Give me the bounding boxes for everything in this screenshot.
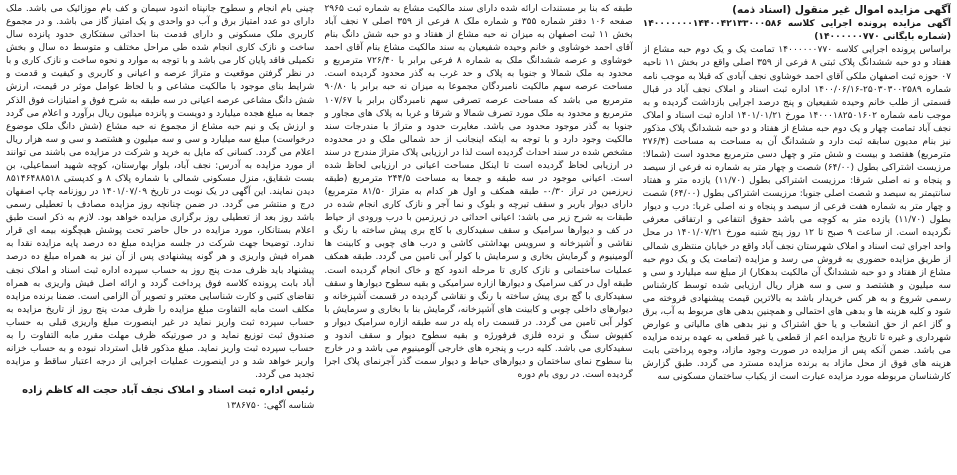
- notice-column-3: [6, 3, 314, 472]
- notice-title: آگهی مزایده اموال غیر منقول (اسناد ذمه): [732, 4, 951, 16]
- notice-body-2: طبقه که بنا بر مستندات ارائه شده دارای سند مالکیت مشاع به شماره ثبت ۲۹۶۵ صفحه ۱۰۶ دفتر شماره ۳۵۵ و شماره ملک ۸ فرعی از ۳۵۹ اصلی ۷ نجف آباد بخش ۱۱ ثبت اصفهان به میزان نه حبه مشاع از هفتاد و دو حبه شش دانگ بنام آقای احمد خوشاوی و خانم وحیده شفیعیان به سند مالکیت مشاع بنام آقای احمد خوشاوی و عرصه ششدانگ ملک به شماره ۸ فرعی برابر با ۷۲۶/۴۰ مترمربع و محدود به ملک شمالا و جنوبا به پلاک و حد غرب به گذر محدود گردیده است. مساحت عرصه سهم مالکیت نامبردگان مجموعا به میزان نه حبه برابر با ۹۰/۸۰ مترمربع می باشد که مساحت عرصه تصرفی سهم نامبردگان برابر با ۱۰۷/۶۷ مترمربع و محدود به ملک مورد تصرف شمالا و شرقا و غربا به پلاک های مجاور و جنوبا به گذر موجود محدود می باشد. مغایرت حدود و متراژ با مندرجات سند مالکیت وجود دارد و با توجه به اینکه اینجانب از حد شمالی ملک و در محدوده مشخص شده در سند احداث گردیده است لذا در ارزیابی پلاک متراژ مندرج در سند در ارزیابی لحاظ گردیده است تا اینکل مساحت اعیانی در ارزیابی لحاظ شده است. اعیانی موجود در سه طبقه و جمعا به مساحت ۲۴۴/۵ مترمربع (طبقه زیرزمین در تراز ۰/۳۰- طبقه همکف و اول هر کدام به متراژ ۸۱/۵۰ مترمربع) دارای دیوار باربر و سقف تیرچه و بلوک و نما آجر و نازک کاری انجام شده در طبقات به شرح زیر می باشد: اعیانی احداثی در زیرزمین با درب ورودی از حیاط در کف و دیوارها سرامیک و سقف سفیدکاری با کاچ بری پیش ساخته با رنگ و نقاشی و آشپزخانه و سرویس بهداشتی کاشی و درب های چوبی و کابینت ها آلومینیوم و گرمایش بخاری و سرمایش با کولر آبی تامین می گردد. طبقه همکف عملیات ساختمانی و نازک کاری تا مرحله اندود کچ و خاک انجام گردیده است. طبقه اول در کف سرامیک و دیوارها ازاره سرامیکی و بقیه سطوح دیوارها و سقف سفیدکاری با گچ بری پیش ساخته با رنگ و نقاشی گردیده در قسمت آشپزخانه و دیوارهای داخلی چوبی و کابینت های آشپزخانه، گرمایش بنا با بخاری و سرمایش با کولر آبی تامین می گردد. در قسمت راه پله در سه طبقه ازاره سرامیک دیوار و کفپوش سنگ و نرده فلزی فرفورژه و بقیه سطوح دیوار و سقف اندود و سفیدکاری می باشد. کلیه درب و پنجره های خارجی آلومینیوم می باشد و در خارج بنا سطوح نمای ساختمان و دیوارهای حیاط و دیوار سمت گذر آجرنمای پلاک اجرا گردیده است. در روی بام دوره: [324, 4, 633, 381]
- notice-body-3: چینی بام انجام و سطوح جانپناه اندود سیمان و کف بام موزائیک می باشد. ملک دارای دو عدد امتیاز برق و آب دو واحدی و یک امتیاز گاز می باشد. و در مجموع کاربری ملک مسکونی و دارای قدمت بنا احداثی سفتکاری حدود پانزده سال ساخت و نازک کاری انجام شده طی مراحل مختلف و متوسط ده سال و بخش تکمیلی فاقد پایان کار می باشد و با توجه به موارد و نحوه ساخت و نازک کاری و با در نظر گرفتن موقعیت و متراژ عرصه و اعیانی و کاربری و کیفیت و قدمت و شرایط بنای موجود با مالکیت مشاعی و با لحاظ عوامل موثر در قیمت، ارزش شش دانگ مشاعی عرصه اعیانی در سه طبقه به شرح فوق و امتیازات فوق الذکر جمعا به مبلغ هجده میلیارد و دویست و پانزده میلیون ریال برآورد و اعلام می گردد و ارزش یک و نیم حبه مشاع از مجموع نه حبه مشاع (شش دانگ ملک موضوع درخواست) مبلغ سه میلیارد و سی و سه میلیون و هشتصد و سی و سه هزار ریال اعلام می گردد. کسانی که مایل به خرید و شرکت در مزایده می باشند می توانند از مورد مزایده به آدرس: نجف آباد، بلوار بهارستان، کوچه شهید اسماعیلی، بن بست شقایق، منزل مسکونی شمالی با شماره پلاک ۸ و کدپستی ۸۵۱۴۶۴۸۸۵۱۸ دیدن نمایند. این آگهی در یک نوبت در تاریخ ۱۴۰۱/۰۷/۰۹ در روزنامه چاپ اصفهان درج و منتشر می گردد. در ضمن چنانچه روز مزایده مصادف با تعطیلی رسمی باشد روز بعد از تعطیلی روز برگزاری مزایده خواهد بود. لازم به ذکر است طبق اعلام بستانکار، مورد مزایده در حال حاضر تحت پوشش هیچگونه بیمه ای قرار ندارد. توضیحا جهت شرکت در جلسه مزایده مبلغ ده درصد پایه مزایده نقدا به همراه فیش واریزی و هر گونه پیشنهادی پس از آن نیز به همراه مبلغ ده درصد پیشنهاد باید ظرف مدت پنج روز به حساب سپرده اداره ثبت اسناد و املاک نجف آباد بابت پرونده کلاسه فوق پرداخت گردد و ارائه اصل فیش واریزی به همراه تقاضای کتبی و کارت شناسایی معتبر و تصویر آن الزامی است. ضمنا برنده مزایده مکلف است مابه التفاوت مبلغ مزایده را ظرف مدت پنج روز از تاریخ مزایده به حساب سپرده ثبت واریز نماید در غیر اینصورت مبلغ واریزی قبلی به حساب صندوق ثبت توزیع نماید و در صورتیکه ظرف مهلت مقرر مابه التفاوت را به حساب سپرده ثبت واریز نماید. مبلغ مذکور قابل استرداد نبوده و به حساب خزانه واریز خواهد شد و در اینصورت عملیات اجرایی از درجه اعتبار ساقط و مزایده تجدید می گردد.: [6, 4, 315, 381]
- notice-body-1: براساس پرونده اجرایی کلاسه ۱۴۰۰۰۰۰۰۷۷۰ تمامت یک و یک دوم حبه مشاع از هفتاد و دو حبه ششدانگ پلاک ثبتی ۸ فرعی از ۳۵۹ اصلی واقع در بخش ۱۱ ناحیه ۰۷ حوزه ثبت اصفهان ملکی آقای احمد خوشاوی نجف آبادی که قبلا به موجب نامه شماره ۲۵۰۳۰۳۰۰۲۵۸۹-۱۴۰۰/۰۶/۱۶ اداره ثبت اسناد و املاک نجف آباد در قبال قسمتی از طلب خانم وحیده شفیعیان و پنج درصد اجرایی بازداشت گردیده و به موجب نامه شماره ۱۴۰۰۰۱۸۲۵۰۱۶۰۲ مورخ ۱۴۰۱/۰۱/۲۱ اداره ثبت اسناد و املاک نجف آباد تمامت چهار و یک دوم حبه مشاع از هفتاد و دو حبه ششدانگ پلاک مذکور نیز بنام مدیون سابقه ثبت دارد و ششدانگ آن به مساحت به مساحت (۲۷۶/۴ مترمربع) هفتصد و بیست و شش متر و چهل دسی مترمربع محدود است (شمالا: مرزیست اشتراکی بطول (۶۴/۰۰) شصت و چهار متر به شماره نه فرعی از سیصد و پنجاه و نه اصلی شرقا: مرزیست اشتراکی بطول (۱۱/۷۰) یازده متر و هفتاد سانتیمتر به سیصد و شصت اصلی جنوبا: مرزیست اشتراکی بطول (۶۴/۰۰) شصت و چهار متر به شماره هفت فرعی از سیصد و پنجاه و نه اصلی غربا: درب و دیوار بطول (۱۱/۷۰) یازده متر به کوچه می باشد حقوق انتفاعی و ارتفاقی معرفی نگردیده است. از ساعت ۹ صبح تا ۱۲ روز پنج شنبه مورخ ۱۴۰۱/۰۷/۲۱ در محل واحد اجرای ثبت اسناد و املاک شهرستان نجف آباد واقع در خیابان منتظری شمالی از طریق مزایده حضوری به فروش می رسد و مزایده (تمامت یک و یک دوم حبه مشاع از هفتاد و دو حبه ششدانگ آن مالکیت بدهکار) از مبلغ سه میلیارد و سی و سه میلیون و هشتصد و سی و سه هزار ریال ارزیابی شده توسط کارشناس رسمی شروع و به هر کس خریدار باشد به بالاترین قیمت پیشنهادی فروخته می شود و کلیه هزینه ها و بدهی های احتمالی و همچنین بدهی های مربوط به آب، برق و گاز اعم از حق انشعاب و یا حق اشتراک و نیز بدهی های مالیاتی و عوارض شهرداری و غیره تا تاریخ مزایده اعم از قطعی یا غیر قطعی به عهده برنده مزایده می باشد. ضمن آنکه پس از مزایده در صورت وجود مازاد، وجوه پرداختی بابت هزینه های فوق از محل مازاد به برنده مزایده مسترد می گردد. طبق گزارش کارشناسان مربوطه مورد مزایده عبارت است از یکباب ساختمان مسکونی سه: [642, 45, 951, 383]
- notice-column-2: [324, 3, 632, 472]
- notice-subtitle: آگهی مزایده پرونده اجرایی کلاسه ۱۴۰۰۰۰۰۰۰۱۴۴۰۰۴۲۱۳۳۰۰۰۵۸۶ (شماره بایگانی ۱۴۰۰۰۰۰۰۷۷۰): [642, 19, 951, 43]
- notice-column-1: [643, 3, 951, 472]
- notice-signature: رئیس اداره ثبت اسناد و املاک نجف آباد حجت اله کاظم زاده: [22, 385, 315, 397]
- notice-registration-id: شناسه آگهی: ۱۳۸۶۷۵۰: [226, 399, 315, 411]
